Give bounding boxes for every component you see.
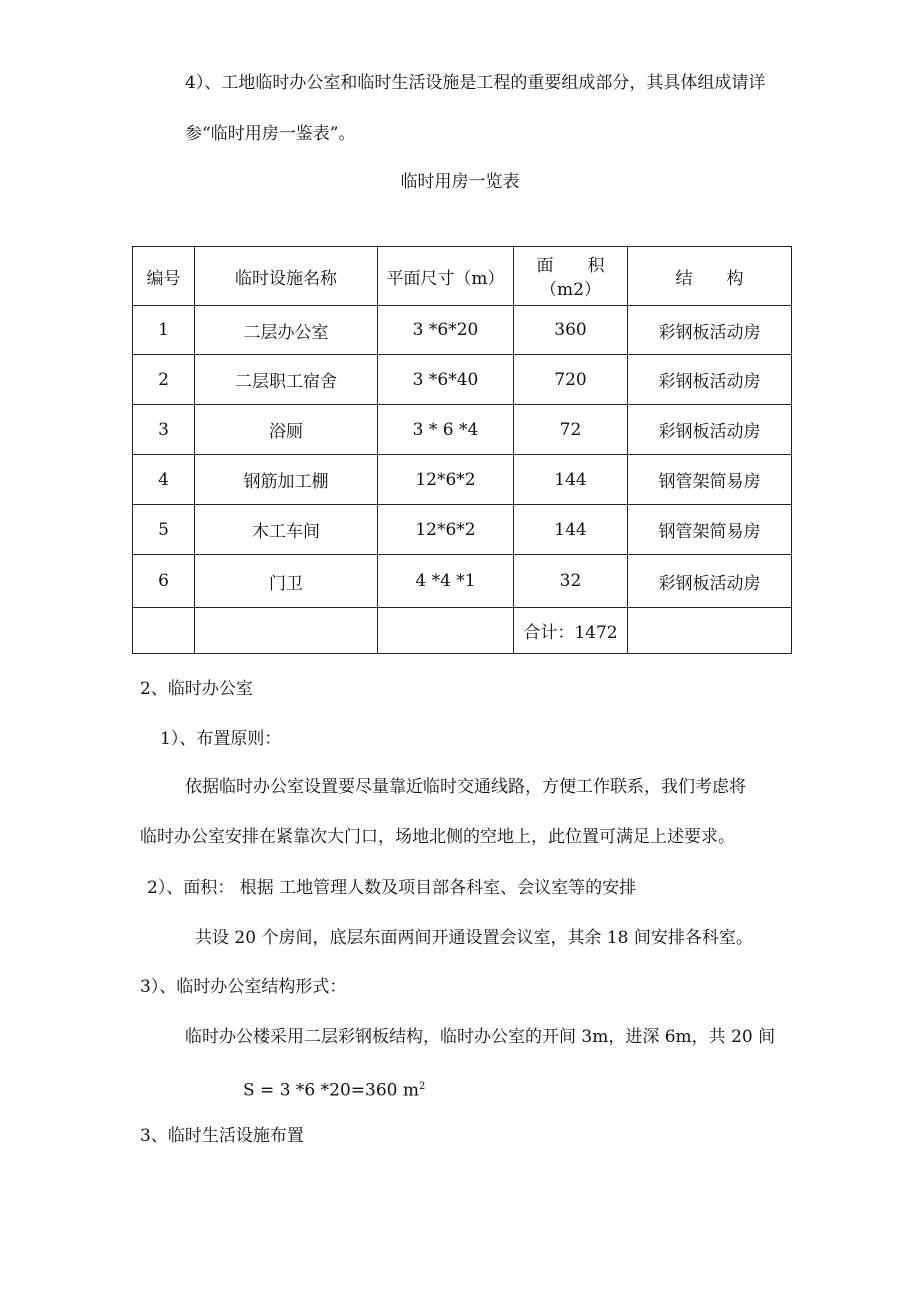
area-formula-superscript: 2: [419, 1081, 426, 1092]
table-row: [133, 355, 792, 405]
cell-total: 合计：1472: [514, 608, 628, 654]
cell-name: 木工车间: [195, 505, 378, 555]
temporary-housing-table: [132, 246, 792, 654]
cell-area: 144: [514, 505, 628, 555]
cell-name: 浴厕: [195, 405, 378, 455]
cell-size: 3 * 6 *4: [378, 405, 514, 455]
cell-structure: 彩钢板活动房: [628, 405, 792, 455]
cell-structure: 钢管架简易房: [628, 505, 792, 555]
cell-name: 门卫: [195, 555, 378, 608]
header-name: 临时设施名称: [195, 247, 378, 306]
area-formula-text: S = 3 *6 *20=360 m: [243, 1080, 419, 1101]
header-area: [514, 247, 628, 306]
cell-empty: [628, 608, 792, 654]
cell-no: 1: [133, 306, 195, 355]
cell-no: 4: [133, 455, 195, 505]
header-structure: 结 构: [628, 247, 792, 306]
section-2-sub-1-line-1: 依据临时办公室设置要尽量靠近临时交通线路，方便工作联系，我们考虑将: [185, 777, 746, 797]
table-row: [133, 306, 792, 355]
paragraph-4-line-2: 参“临时用房一鉴表”。: [185, 124, 356, 144]
cell-no: 5: [133, 505, 195, 555]
cell-structure: 彩钢板活动房: [628, 355, 792, 405]
cell-name: 二层职工宿舍: [195, 355, 378, 405]
table-title: 临时用房一览表: [400, 172, 520, 192]
table-header-row: [133, 247, 792, 306]
cell-area: 32: [514, 555, 628, 608]
cell-empty: [378, 608, 514, 654]
cell-structure: 钢管架简易房: [628, 455, 792, 505]
cell-structure: 彩钢板活动房: [628, 306, 792, 355]
cell-size: 12*6*2: [378, 455, 514, 505]
section-2-sub-3-heading: 3）、临时办公室结构形式：: [140, 977, 347, 997]
header-area-line-1: 面 积: [536, 256, 605, 276]
paragraph-4-line-1: 4）、工地临时办公室和临时生活设施是工程的重要组成部分，其具体组成请详: [185, 73, 766, 93]
table-row: [133, 455, 792, 505]
cell-area: 360: [514, 306, 628, 355]
header-area-line-2: （m2）: [540, 280, 601, 300]
cell-area: 72: [514, 405, 628, 455]
cell-size: 12*6*2: [378, 505, 514, 555]
cell-no: 6: [133, 555, 195, 608]
header-no: 编号: [133, 247, 195, 306]
cell-name: 二层办公室: [195, 306, 378, 355]
section-2-heading: 2、临时办公室: [140, 679, 253, 699]
cell-size: 3 *6*40: [378, 355, 514, 405]
area-formula: [243, 1075, 425, 1103]
section-2-sub-2-heading: 2）、面积： 根据 工地管理人数及项目部各科室、会议室等的安排: [147, 878, 637, 898]
table-row: [133, 555, 792, 608]
cell-empty: [133, 608, 195, 654]
section-2-sub-3-line: 临时办公楼采用二层彩钢板结构，临时办公室的开间 3m，进深 6m，共 20 间: [185, 1027, 776, 1047]
cell-area: 720: [514, 355, 628, 405]
section-2-sub-2-line: 共设 20 个房间，底层东面两间开通设置会议室，其余 18 间安排各科室。: [195, 928, 753, 948]
section-3-heading: 3、临时生活设施布置: [140, 1126, 304, 1146]
cell-structure: 彩钢板活动房: [628, 555, 792, 608]
cell-size: 4 *4 *1: [378, 555, 514, 608]
cell-name: 钢筋加工棚: [195, 455, 378, 505]
cell-empty: [195, 608, 378, 654]
table-row: [133, 405, 792, 455]
table-total-row: [133, 608, 792, 654]
cell-no: 2: [133, 355, 195, 405]
section-2-sub-1-heading: 1）、布置原则：: [160, 729, 282, 749]
section-2-sub-1-line-2: 临时办公室安排在紧靠次大门口，场地北侧的空地上，此位置可满足上述要求。: [140, 827, 735, 847]
cell-no: 3: [133, 405, 195, 455]
header-size: 平面尺寸（m）: [378, 247, 514, 306]
cell-size: 3 *6*20: [378, 306, 514, 355]
cell-area: 144: [514, 455, 628, 505]
table-row: [133, 505, 792, 555]
